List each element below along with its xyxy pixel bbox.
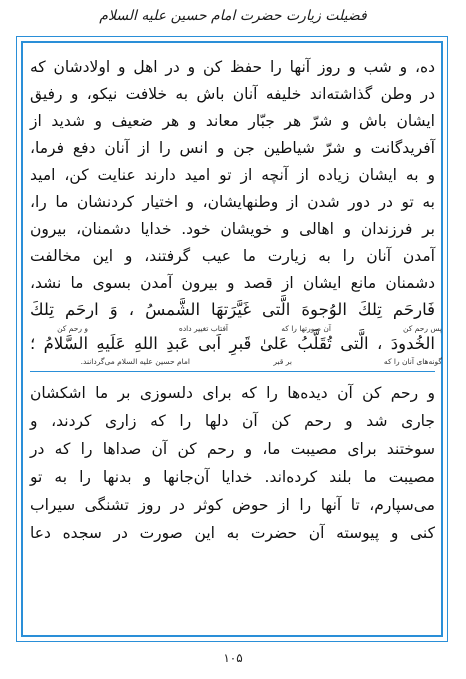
text-line: بر فرزندان و اهالی و خویشان خود. خدایا دشمنان، بیرون (30, 220, 435, 238)
text-line: و به ایشان زیاده از آنچه از تو امید دارند عنایت کن، امید (30, 166, 435, 184)
text-line: و رحم کن آن دیده‌ها را که برای دلسوزی بر ما اشکشان (30, 384, 435, 402)
text-line: آفریدگانت و شرّ شیاطین جن و انس را از آنان دفع فرما، (30, 139, 435, 157)
text-line: آمدن آنان را به زیارت ما عیب گرفتند، و این مخالفت (30, 247, 435, 265)
text-line: می‌سپارم، تا آنها را از حوض کوثر در روز تشنگی سیراب (30, 496, 435, 514)
text-line: کنی و پیوسته آن حضرت به این صورت در سجده دعا (30, 524, 435, 542)
gloss-text: امام حسین علیه السلام می‌گردانند. (80, 357, 190, 366)
arabic-line: فَارحَم تِلكَ الوُجوهَ الَّتی غَیَّرَتهَا الشَّمسُ ، وَ ارحَم تِلكَ (30, 300, 435, 319)
text-line: ایشان باش و شرّ هر جبّار معاند و هر ضعیف و شدید از (30, 112, 435, 130)
gloss-text: پس رحم کن (403, 324, 442, 333)
gloss-text: آفتاب تغییر داده (178, 324, 228, 333)
gloss-text: گونه‌های آنان را که (383, 357, 442, 366)
section-divider (30, 371, 435, 372)
page-number: ۱۰۵ (223, 651, 243, 665)
text-line: سوختند برای مصیبت ما، و رحم کن آن صداها را که در (30, 440, 435, 458)
text-line: جاری شد و رحم کن آن دلها را که زاری کردند، و (30, 412, 435, 430)
gloss-text: آن صورتها را که (281, 324, 331, 333)
text-line: در وطن گذاشته‌اند خلیفه آنان باش به خلافت نیکو، و رفیق (30, 85, 435, 103)
text-line: دشمنان مانع ایشان از قصد و بیرون آمدن بسوی ما نشد، (30, 274, 435, 292)
page-header-title: فضیلت زیارت حضرت امام حسین علیه السلام (99, 8, 367, 24)
text-line: ده، و شب و روز آنها را حفظ کن و در اهل و اولادشان که (30, 58, 435, 76)
text-line: به تو در دور شدن از وطنهایشان، و اختیار کردنشان ما را، (30, 193, 435, 211)
arabic-line: الخُدودَ ، الَّتی تُقَلَّبُ عَلیٰ قَبرِ اَبی عَبدِ اللهِ عَلَیهِ السَّلامُ ؛ (30, 334, 435, 353)
text-line: مصیبت ما بلند کرده‌اند. خدایا آن‌جانها و بدنها را به تو (30, 468, 435, 486)
gloss-text: و رحم کن (57, 324, 88, 333)
gloss-text: بر قبر (273, 357, 292, 366)
